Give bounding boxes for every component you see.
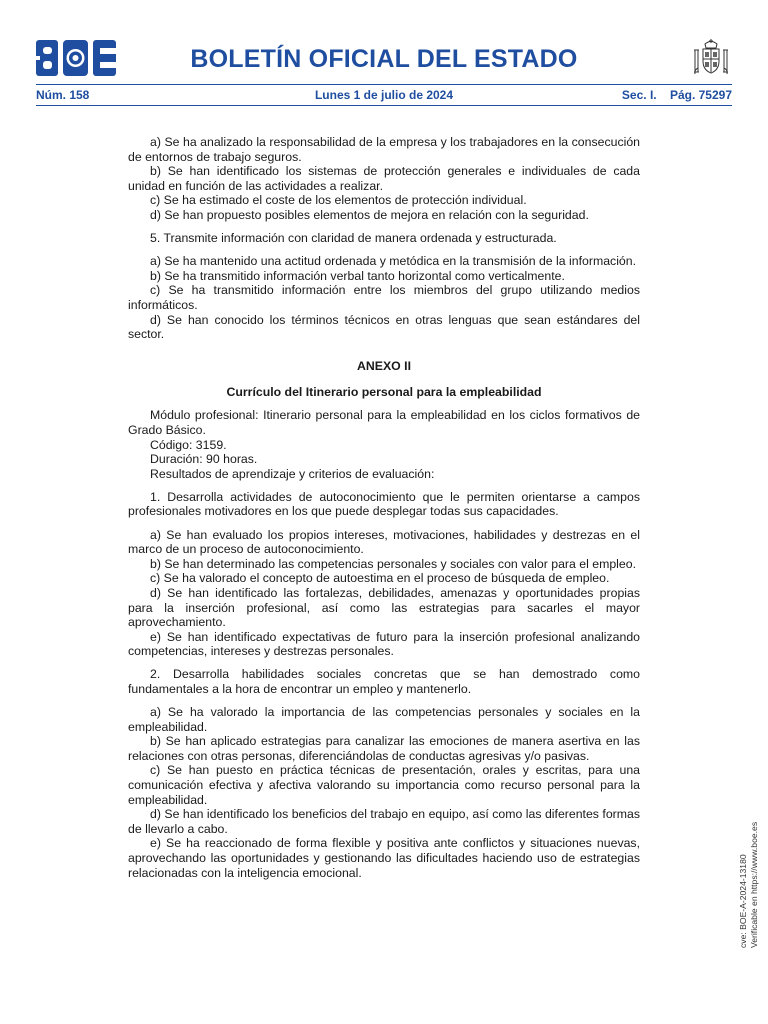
annex-heading: ANEXO II <box>357 358 411 373</box>
verification-link[interactable]: Verificable en https://www.boe.es <box>748 821 759 948</box>
paragraph: d) Se han propuesto posibles elementos de mejora en relación con la seguridad. <box>150 207 589 222</box>
boe-logo <box>36 40 116 76</box>
header-info-row <box>36 88 732 104</box>
annex-title: Currículo del Itinerario personal para la empleabilidad <box>226 385 542 400</box>
paragraph: c) Se ha valorado el concepto de autoestima en el proceso de búsqueda de empleo. <box>150 571 610 586</box>
paragraph: Módulo profesional: Itinerario personal para la empleabilidad en los ciclos formativos de Grado Básico. <box>128 408 640 437</box>
paragraph: d) Se han identificado los beneficios del trabajo en equipo, así como las diferentes formas de llevarlo a cabo. <box>128 807 640 836</box>
header-bottom-rule <box>36 105 732 106</box>
header-top-rule <box>36 84 732 85</box>
section-heading: 5. Transmite información con claridad de manera ordenada y estructurada. <box>150 231 557 246</box>
verification-note <box>738 822 759 948</box>
section-heading: 1. Desarrolla actividades de autoconocimiento que le permiten orientarse a campos profesionales motivadores en los que puede desplegar todas sus capacidades. <box>128 489 640 519</box>
paragraph: b) Se han determinado las competencias personales y sociales con valor para el empleo. <box>150 556 636 571</box>
paragraph: e) Se ha reaccionado de forma flexible y positiva ante conflictos y situaciones nuevas, aprovechando las oportunidades y gestionando las dificultades haciendo uso de estrategias relacionadas con la inteligencia emocional. <box>128 836 640 880</box>
section-label: Sec. I. <box>621 88 657 102</box>
paragraph: a) Se han evaluado los propios intereses, motivaciones, habilidades y destrezas en el marco de un proceso de autoconocimiento. <box>128 527 640 557</box>
paragraph: e) Se han identificado expectativas de futuro para la inserción profesional analizando competencias, intereses y destrezas personales. <box>128 629 640 659</box>
paragraph: a) Se ha valorado la importancia de las competencias personales y sociales en la empleabilidad. <box>128 705 640 734</box>
cve-code: cve: BOE-A-2024-13180 <box>738 854 748 948</box>
paragraph: Duración: 90 horas. <box>150 452 258 467</box>
paragraph: d) Se han conocido los términos técnicos en otras lenguas que sean estándares del sector. <box>128 312 640 342</box>
paragraph: b) Se han aplicado estrategias para canalizar las emociones de manera asertiva en las relaciones con otras personas, diferenciándolas de conductas agresivas y/o pasivas. <box>128 734 640 763</box>
paragraph: Código: 3159. <box>150 437 227 452</box>
issue-date: Lunes 1 de julio de 2024 <box>314 88 454 102</box>
paragraph: d) Se han identificado las fortalezas, debilidades, amenazas y oportunidades propias para la inserción profesional, así como las estrategias para sacarles el mayor aprovechamiento. <box>128 585 640 630</box>
paragraph: b) Se han identificado los sistemas de protección generales e individuales de cada unidad en función de las actividades a realizar. <box>128 164 640 193</box>
paragraph: a) Se ha mantenido una actitud ordenada y metódica en la transmisión de la información. <box>150 254 637 269</box>
section-heading: 2. Desarrolla habilidades sociales concretas que se han demostrado como fundamentales a la hora de encontrar un empleo y mantenerlo. <box>128 667 640 696</box>
paragraph: a) Se ha analizado la responsabilidad de la empresa y los trabajadores en la consecución de entornos de trabajo seguros. <box>128 135 640 164</box>
paragraph: c) Se han puesto en práctica técnicas de presentación, orales y escritas, para una comunicación efectiva y afectiva valorando su importancia como recurso personal para la empleabilidad. <box>128 763 640 807</box>
paragraph: c) Se ha transmitido información entre los miembros del grupo utilizando medios informáticos. <box>128 283 640 312</box>
spain-coat-of-arms-icon <box>690 38 732 80</box>
page-number: Pág. 75297 <box>669 88 732 102</box>
document-body <box>128 135 640 880</box>
issue-number: Núm. 158 <box>36 88 90 102</box>
section-and-page <box>612 88 732 102</box>
paragraph: b) Se ha transmitido información verbal tanto horizontal como verticalmente. <box>150 268 565 283</box>
paragraph: Resultados de aprendizaje y criterios de evaluación: <box>150 466 435 481</box>
newspaper-title: BOLETÍN OFICIAL DEL ESTADO <box>190 45 578 73</box>
paragraph: c) Se ha estimado el coste de los elementos de protección individual. <box>150 193 527 208</box>
